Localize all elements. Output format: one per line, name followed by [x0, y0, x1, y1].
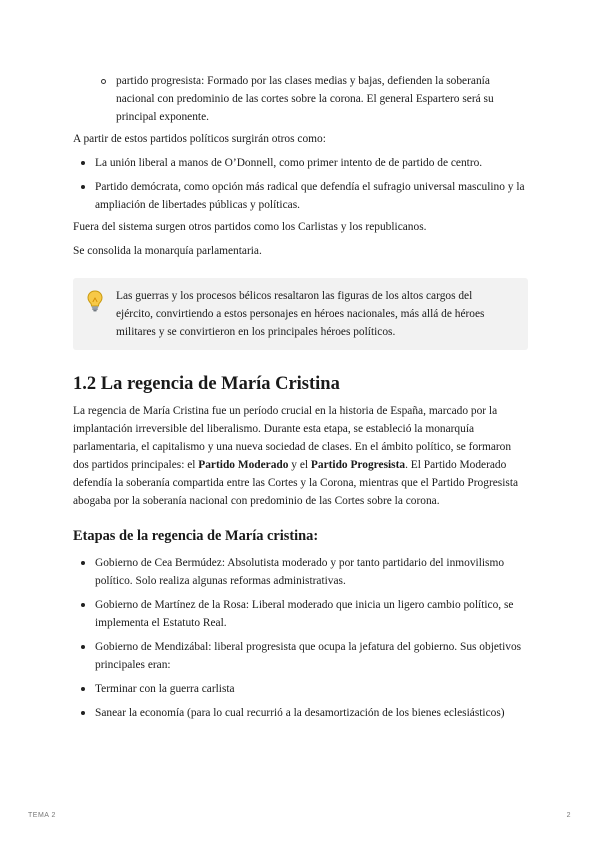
- list-item: Gobierno de Cea Bermúdez: Absolutista moderado y por tanto partidario del inmovilismo político. Solo realiza algunas reformas administrativas.: [73, 554, 528, 590]
- lightbulb-icon: [86, 290, 104, 312]
- paragraph-regency: [73, 402, 528, 510]
- text-run: La regencia de María Cristina fue un período crucial en la historia de España, marcado por la implantación irreversible del liberalismo. Durante esta etapa, se estableció la monarquía parlamentaria, el capitalismo y una nueva sociedad de clases. En el ámbito político, se formaron dos partidos principales: el: [73, 405, 512, 471]
- footer-page-number: 2: [566, 812, 571, 819]
- callout-text: Las guerras y los procesos bélicos resaltaron las figuras de los altos cargos del ejército, convirtiendo a estos personajes en héroes nacionales, más allá de héroes militares y se convirtieron en los principales héroes políticos.: [116, 290, 485, 338]
- top-sub-list: [73, 72, 528, 126]
- callout-box: [73, 278, 528, 350]
- list-item: Sanear la economía (para lo cual recurrió a la desamortización de los bienes eclesiásticos): [73, 704, 528, 722]
- section-heading: 1.2 La regencia de María Cristina: [73, 374, 340, 394]
- paragraph-outside-system: Fuera del sistema surgen otros partidos como los Carlistas y los republicanos.: [73, 221, 427, 233]
- list-item: Terminar con la guerra carlista: [73, 680, 528, 698]
- paragraph-monarchy: Se consolida la monarquía parlamentaria.: [73, 245, 262, 257]
- list-item: Gobierno de Martínez de la Rosa: Liberal moderado que inicia un ligero cambio político, se implementa el Estatuto Real.: [73, 596, 528, 632]
- list-item: Gobierno de Mendizábal: liberal progresista que ocupa la jefatura del gobierno. Sus objetivos principales eran:: [73, 638, 528, 674]
- subsection-heading: Etapas de la regencia de María cristina:: [73, 528, 319, 544]
- list-item: La unión liberal a manos de O’Donnell, como primer intento de de partido de centro.: [73, 154, 528, 172]
- text-run: . El Partido Moderado defendía la soberanía compartida entre las Cortes y la Corona, mientras que el Partido Progresista abogaba por la soberanía nacional con predominio de las Cortes sobre la corona.: [73, 459, 519, 507]
- paragraph-intro-parties: A partir de estos partidos políticos surgirán otros como:: [73, 133, 326, 145]
- footer-chapter-label: TEMA 2: [28, 812, 56, 819]
- bold-partido-progresista: Partido Progresista: [310, 459, 406, 471]
- parties-list: [73, 154, 528, 214]
- bold-partido-moderado: Partido Moderado: [198, 459, 289, 471]
- list-item: partido progresista: Formado por las clases medias y bajas, defienden la soberanía nacional con predominio de las cortes sobre la corona. El general Espartero será su principal exponente.: [73, 72, 528, 126]
- text-run: y el: [288, 459, 311, 471]
- document-page: [73, 68, 528, 722]
- stages-list: [73, 554, 528, 722]
- list-item: Partido demócrata, como opción más radical que defendía el sufragio universal masculino y la ampliación de libertades públicas y políticas.: [73, 178, 528, 214]
